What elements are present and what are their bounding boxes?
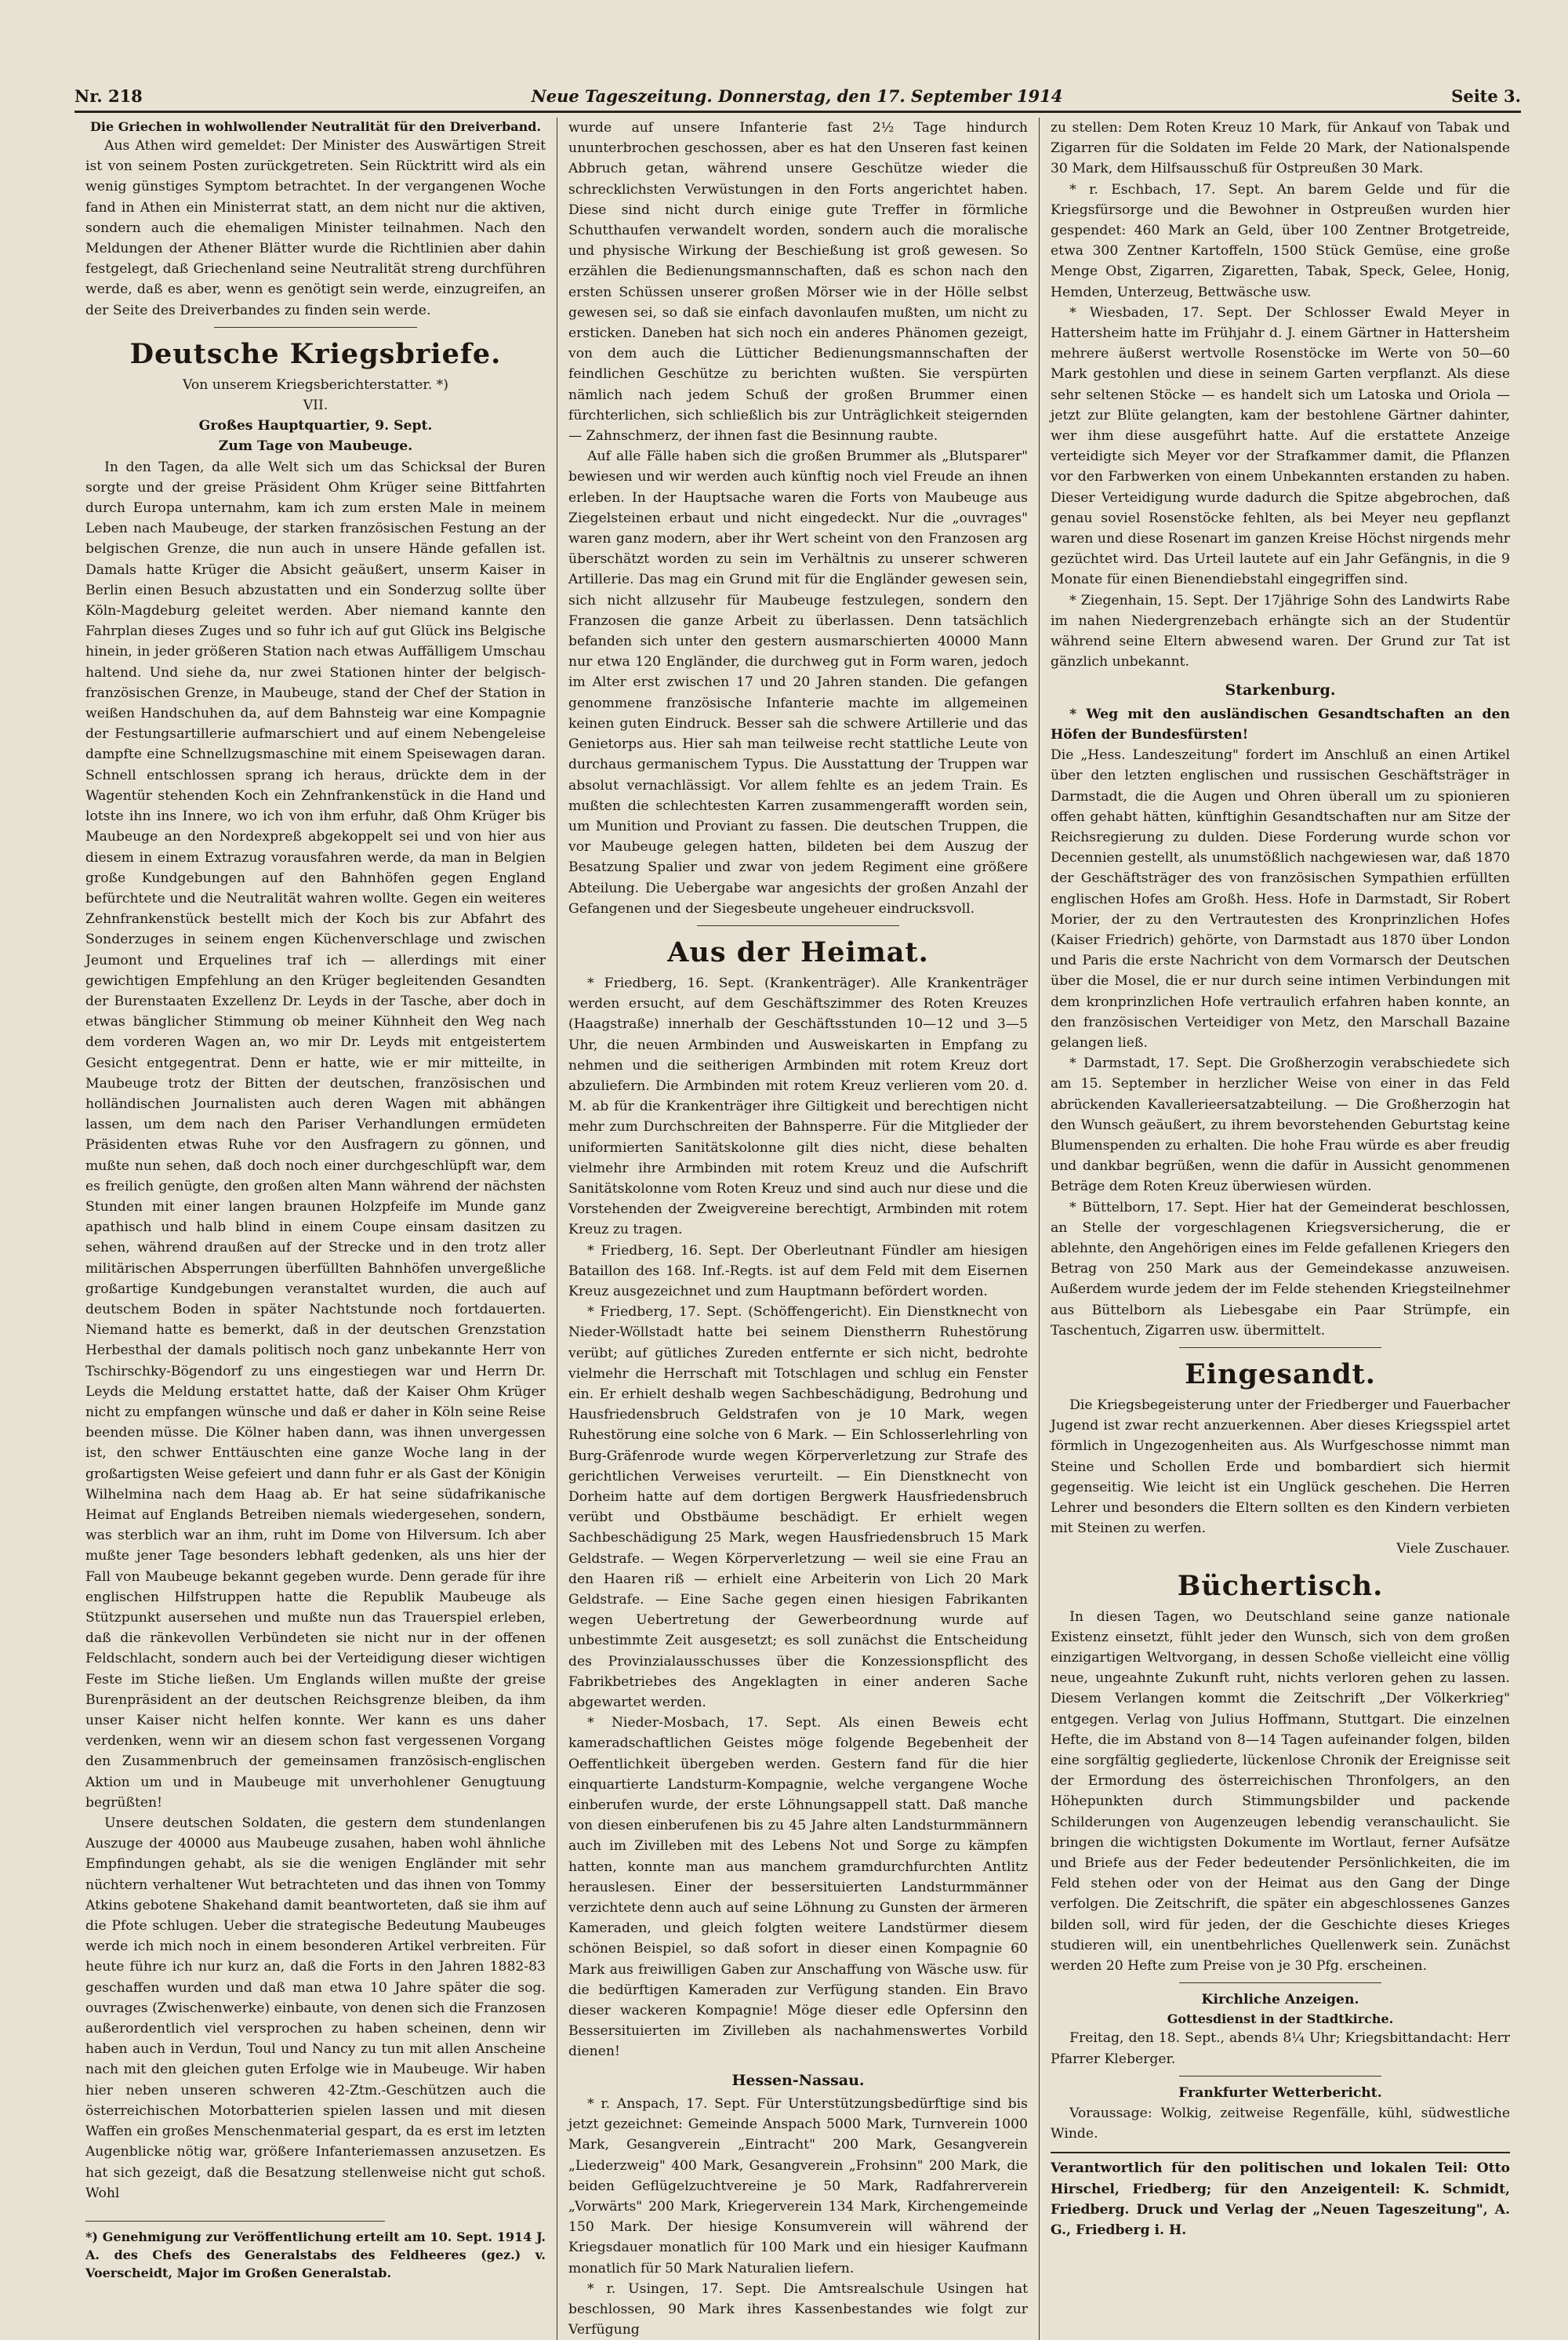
kriegsbriefe-dateline: Großes Hauptquartier, 9. Sept. — [198, 418, 433, 434]
eingesandt-signature: Viele Zuschauer. — [1396, 1541, 1510, 1557]
kriegsbriefe-title: Deutsche Kriegsbriefe. — [129, 337, 502, 370]
page-number: Seite 3. — [1451, 86, 1521, 106]
news-friedberg-3: * Friedberg, 17. Sept. (Schöffengericht). Ein Dienstknecht von Nieder-Wöllstadt hatte bei seinem Dienstherrn Ruhestörung verübt; auf gütliches Zureden entfernte er sich nicht, bedrohte vielmehr die Herrschaft mit Totschlagen und schlug ein Fenster ein. Er erhielt deshalb wegen Sachbeschädigung, Bedrohung und Hausfriedensbruch Geldstrafen von je 10 Mark, wegen Ruhestörung eine solche von 6 Mark. — Ein Schlosserlehrling von Burg-Gräfenrode wurde wegen Körperverletzung zur Strafe des gerichtlichen Verweises verurteilt. — Ein Dienstknecht von Dorheim hatte auf dem dortigen Bergwerk Hausfriedensbruch verübt und Obstbäume beschädigt. Er erhielt wegen Sachbeschädigung 25 Mark, wegen Hausfriedensbruch 15 Mark Geldstrafe. — Wegen Körperverletzung — weil sie eine Frau an den Haaren riß — erhielt eine Arbeiterin von Lich 20 Mark Geldstrafe. — Eine Sache gegen einen hiesigen Fabrikanten wegen Uebertretung der Gewerbeordnung wurde auf unbestimmte Zeit ausgesetzt; es soll zunächst die Entscheidung des Provinzialausschusses über die Konzessionspflicht des Fabrikbetriebes des Angeklagten in einer anderen Sache abgewartet werden. — [568, 1304, 1028, 1711]
kriegsbriefe-number: VII. — [303, 398, 328, 414]
news-darmstadt-text: Die „Hess. Landeszeitung" fordert im Anschluß an einen Artikel über den letzten englischen und russischen Geschäftsträger in Darmstadt, die die Augen und Ohren überall um zu spionieren offen gehabt hätten, künftighin Gesandtschaften nur am Sitze der Reichsregierung zu dulden. Diese Forderung wurde schon vor Decennien gestellt, als unumstößlich nachgewiesen war, daß 1870 der Geschäftsträger des von französischen Sympathien erfüllten englischen Hofes am Großh. Hess. Hofe in Darmstadt, Sir Robert Morier, der zu den Vertrautesten des Kronprinzlichen Hofes (Kaiser Friedrich) gehörte, von Darmstadt aus 1870 über London und Paris die erste Nachricht von dem Vormarsch der Deutschen über die Mosel, die er nur durch seine intimen Verbindungen mit dem kronprinzlichen Hofe vertraulich erfahren haben konnte, an den französischen Verteidiger von Metz, den Marschall Bazaine gelangen ließ. — [1051, 747, 1510, 1051]
divider — [1179, 2076, 1381, 2077]
news-nieder-mosbach: * Nieder-Mosbach, 17. Sept. Als einen Beweis echt kameradschaftlichen Geistes möge folgende Begebenheit der Oeffentlichkeit übergeben werden. Gestern fand für die hier einquartierte Landsturm-Kompagnie, welche vergangene Woche einberufen wurde, der erste Löhnungsappell statt. Daß manche von diesen einberufenen bis zu 45 Jahre alten Landsturmmännern auch im Zivilleben mit des Lebens Not und Sorge zu kämpfen hatten, konnte man aus manchem gramdurchfurchten Antlitz herauslesen. Einer der bessersituierten Landsturmmänner verzichtete denn auch auf seine Löhnung zu Gunsten der ärmeren Kameraden, und gleich folgten weitere Landstürmer diesem schönen Beispiel, so daß sofort in dieser einen Kompagnie 60 Mark aus freiwilligen Gaben zur Anschaffung von Wäsche usw. für die bedürftigen Kameraden zur Verfügung standen. Ein Bravo dieser wackeren Kompagnie! Möge dieser edle Opfersinn den Bessersituierten im Zivilleben als nachahmenswertes Vorbild dienen! — [568, 1715, 1028, 2060]
divider — [1179, 1347, 1381, 1348]
kriegsbriefe-cont-1: wurde auf unsere Infanterie fast 2½ Tage hindurch ununterbrochen geschossen, aber es hat den Unseren fast keinen Abbruch getan, während unsere Geschütze wieder die schrecklichsten Verwüstungen in den Forts angerichtet haben. Diese sind nicht durch einige gute Treffer in förmliche Schutthaufen verwandelt worden, sondern auch die moralische und physische Wirkung der Beschießung ist groß gewesen. So erzählen die Bedienungsmannschaften, daß es schon nach den ersten Schüssen unserer großen Mörser wie in der Hölle selbst gewesen sei, so daß sie einfach davonlaufen mußten, um nicht zu ersticken. Daneben hat sich noch ein anderes Phänomen gezeigt, von dem auch die Lütticher Bedienungsmannschaften der feindlichen Geschütze zu berichten wußten. Sie verspürten nämlich nach jedem Schuß der großen Brummer einen fürchterlichen, sich schließlich bis zur Unträglichkeit steigernden — Zahnschmerz, der ihnen fast die Besinnung raubte. — [568, 120, 1028, 445]
kriegsbriefe-para-1: In den Tagen, da alle Welt sich um das Schicksal der Buren sorgte und der greise Präsident Ohm Krüger seine Bittfahrten durch Europa unternahm, kam ich zum ersten Male in meinem Leben nach Maubeuge, der starken französischen Festung an der belgischen Grenze, die nun auch in unsere Hände gefallen ist. Damals hatte Krüger die Absicht geäußert, unserm Kaiser in Berlin einen Besuch abzustatten und ein Sonderzug sollte über Köln-Magdeburg geleitet werden. Aber niemand kannte den Fahrplan dieses Zuges und so fuhr ich auf gut Glück ins Belgische hinein, in jeder größeren Station nach etwas Auffälligem Umschau haltend. Und siehe da, nur zwei Stationen hinter der belgisch-französischen Grenze, in Maubeuge, stand der Chef der Station in weißen Handschuhen da, auf dem Bahnsteig war eine Kompagnie der Festungsartillerie aufmarschiert und auf einem Nebengeleise dampfte eine Schnellzugsmaschine mit einem Speisewagen daran. Schnell entschlossen sprang ich heraus, drückte dem in der Wagentür stehenden Koch ein Zehnfrankenstück in die Hand und lotste ihn ins Innere, wo ich von ihm erfuhr, daß Ohm Krüger bis Maubeuge an den Nordexpreß abgekoppelt sei und von hier aus diesem in einem Extrazug vorausfahren werde, da man in Belgien große Kundgebungen auf den Bahnhöfen gegen England befürchtete und die Neutralität wahren wollte. Gegen ein weiteres Zehnfrankenstück bestellt mich der Koch bis zur Abfahrt des Sonderzuges in seinem engen Küchenverschlage und zwischen Jeumont und Erquelines traf ich — allerdings mit einer gewichtigen Empfehlung an den Krüger begleitenden Gesandten der Burenstaaten Exzellenz Dr. Leyds in der Tasche, aber doch in etwas bänglicher Stimmung ob meiner Kühnheit den Weg nach dem vorderen Wagen an, wo mir Dr. Leyds mit entgeistertem Gesicht entgegentrat. Denn er hatte, wie er mir mitteilte, in Maubeuge trotz der Bitten der deutschen, französischen und holländischen Journalisten auch deren Wagen mit abhängen lassen, um dem nach den Pariser Verhandlungen ermüdeten Präsidenten etwas Ruhe vor den Ausfragern zu gönnen, und mußte nun sehen, daß doch noch einer durchgeschlüpft war, dem es freilich genügte, den großen alten Mann während der nächsten Stunden mit einer langen braunen Holzpfeife im Munde ganz apathisch und halb blind in einem Coupe einsam dasitzen zu sehen, während draußen auf der Strecke und in den trotz aller militärischen Absperrungen überfüllten Bahnhöfen unvergeßliche großartige Kundgebungen veranstaltet wurden, die auch auf deutschem Boden in später Nachtstunde noch fortdauerten. Niemand hatte es bemerkt, daß in der deutschen Grenzstation Herbesthal der damals politisch noch ganz unbekannte Herr von Tschirschky-Bögendorf zu uns eingestiegen war und Herrn Dr. Leyds die Meldung erstattet hatte, daß der Kaiser Ohm Krüger nicht zu empfangen wünsche und daß er daher in Köln seine Reise beenden müsse. Die Kölner haben dann, was ihnen unvergessen ist, den schwer Enttäuschten eine ganze Woche lang in der großartigsten Weise gefeiert und dann fuhr er als Gast der Königin Wilhelmina nach dem Haag ab. Er hat seine südafrikanische Heimat auf Englands Betreiben niemals wiedergesehen, sondern, was sterblich war an ihm, ruht im Dome von Hilversum. Ich aber mußte jener Tage besonders lebhaft gedenken, als uns hier der Fall von Maubeuge bekannt gegeben wurde. Denn gerade für ihre englischen Hilfstruppen hatte die Republik Maubeuge als Stützpunkt ausersehen und mußte nun das Trauerspiel erleben, daß die ränkevollen Verbündeten sie nicht nur in der offenen Feldschlacht, sondern auch bei der Verteidigung dieser wichtigen Feste im Stiche ließen. Um Englands willen mußte der greise Burenpräsident an der deutschen Reichsgrenze bleiben, da ihm unser Kaiser nicht helfen konnte. Wer kann es uns daher verdenken, wenn wir an diesem schon fast vergessenen Vorgang den Zusammenbruch der gemeinsamen französisch-englischen Aktion um und in Maubeuge mit unverhohlener Genugtuung begrüßten! — [85, 459, 546, 1811]
eingesandt-text: Die Kriegsbegeisterung unter der Friedberger und Fauerbacher Jugend ist zwar recht anzuerkennen. Aber dieses Kriegsspiel artet förmlich in Ungezogenheiten aus. Als Wurfgeschosse nimmt man Steine und Schollen Erde und bombardiert sich hiermit gegenseitig. Wie leicht ist ein Unglück geschehen. Die Herren Lehrer und besonders die Eltern sollten es den Kindern verbieten mit Steinen zu werfen. — [1051, 1397, 1510, 1537]
footnote-divider — [85, 2221, 385, 2222]
issue-number: Nr. 218 — [74, 86, 143, 106]
news-usingen: * r. Usingen, 17. Sept. Die Amtsrealschule Usingen hat beschlossen, 90 Mark ihres Kassenbestandes wie folgt zur Verfügung — [568, 2280, 1028, 2338]
newspaper-title-date: Neue Tageszeitung. Donnerstag, den 17. September 1914 — [531, 86, 1063, 106]
wetter-title: Frankfurter Wetterbericht. — [1178, 2084, 1382, 2101]
kirchliche-subtitle: Gottesdienst in der Stadtkirche. — [1167, 2011, 1394, 2027]
eingesandt-title: Eingesandt. — [1185, 1357, 1376, 1390]
greek-article: Aus Athen wird gemeldet: Der Minister des Auswärtigen Streit ist von seinem Posten zurückgetreten. Sein Rücktritt wird als ein wenig günstiges Symptom betrachtet. In der vergangenen Woche fand in Athen ein Ministerrat statt, an dem nicht nur die aktiven, sondern auch die ehemaligen Minister teilnahmen. Nach den Meldungen der Athener Blätter wurde die Richtlinien aber dahin festgelegt, daß Griechenland seine Neutralität streng durchführen werde, daß es aber, wenn es genötigt sein werde, einzugreifen, an der Seite des Dreiverbandes zu finden sein werde. — [85, 138, 546, 318]
section-hessen-nassau: Hessen-Nassau. — [731, 2071, 865, 2089]
kirchliche-title: Kirchliche Anzeigen. — [1201, 1992, 1359, 2008]
divider — [214, 327, 416, 328]
buechertisch-title: Büchertisch. — [1177, 1569, 1384, 1602]
news-buettelborn: * Büttelborn, 17. Sept. Hier hat der Gemeinderat beschlossen, an Stelle der vorgeschlagenen Kriegsversicherung, die er ablehnte, den Angehörigen eines im Felde gefallenen Kriegers den Betrag von 250 Mark aus der Gemeindekasse anzuweisen. Außerdem wurde jedem der im Felde stehenden Kriegsteilnehmer aus Büttelborn als Liebesgabe ein Paar Strümpfe, ein Taschentuch, Zigarren usw. übermittelt. — [1051, 1199, 1510, 1339]
news-friedberg-1: * Friedberg, 16. Sept. (Krankenträger). Alle Krankenträger werden ersucht, auf dem Geschäftszimmer des Roten Kreuzes (Haagstraße) innerhalb der Geschäftsstunden 10—12 und 3—5 Uhr, die neuen Armbinden und Ausweiskarten in Empfang zu nehmen und die seitherigen Armbinden mit rotem Kreuz dort abzuliefern. Die Armbinden mit rotem Kreuz verlieren vom 20. d. M. ab für die Krankenträger ihre Giltigkeit und berechtigen nicht mehr zum Durchschreiten der Bahnsperre. Für die Mitglieder der uniformierten Sanitätskolonne gilt dies nicht, diese behalten vielmehr ihre Armbinden mit rotem Kreuz und die Aufschrift Sanitätskolonne vom Roten Kreuz und sind auch nur diese und die Vorstehenden der Zweigvereine berechtigt, Armbinden mit rotem Kreuz zu tragen. — [568, 975, 1028, 1238]
imprint-divider — [1051, 2152, 1510, 2158]
kriegsbriefe-topic: Zum Tage von Maubeuge. — [218, 438, 413, 455]
column-1 — [74, 118, 557, 2340]
kirchliche-text: Freitag, den 18. Sept., abends 8¼ Uhr; Kriegsbittandacht: Herr Pfarrer Kleberger. — [1051, 2030, 1510, 2067]
news-friedberg-2: * Friedberg, 16. Sept. Der Oberleutnant Fündler am hiesigen Bataillon des 168. Inf.-Regts. ist auf dem Feld mit dem Eisernen Kreuz ausgezeichnet und zum Hauptmann befördert worden. — [568, 1242, 1028, 1299]
news-anspach: * r. Anspach, 17. Sept. Für Unterstützungsbedürftige sind bis jetzt gezeichnet: Gemeinde Anspach 5000 Mark, Turnverein 1000 Mark, Gesangverein „Eintracht" 200 Mark, Gesangverein „Liederzweig" 400 Mark, Gesangverein „Frohsinn" 200 Mark, die beiden Geflügelzuchtvereine je 50 Mark, Radfahrerverein „Vorwärts" 200 Mark, Kriegerverein 134 Mark, Kirchengemeinde 150 Mark. Der hiesige Konsumverein will während der Kriegsdauer monatlich für 100 Mark und ein hiesiger Kaufmann monatlich für 50 Mark Naturalien liefern. — [568, 2095, 1028, 2276]
news-darmstadt-2: * Darmstadt, 17. Sept. Die Großherzogin verabschiedete sich am 15. September in herzlicher Weise von einer in das Feld abrückenden Kavallerieersatzabteilung. — Die Großherzogin hat den Wunsch geäußert, zu ihrem bevorstehenden Geburtstag keine Blumenspenden zu erhalten. Die hohe Frau würde es aber freudig und dankbar begrüßen, wenn die dafür in Aussicht genommenen Beträge dem Roten Kreuz überwiesen würden. — [1051, 1056, 1510, 1195]
kriegsbriefe-para-2: Unsere deutschen Soldaten, die gestern dem stundenlangen Auszuge der 40000 aus Maubeuge zusahen, haben wohl ähnliche Empfindungen gehabt, als sie die wenigen Engländer mit sehr nüchtern verhaltener Wut betrachteten und das ihnen von Tommy Atkins gebotene Shakehand damit beantworteten, daß sie ihm auf die Pfote schlugen. Ueber die strategische Bedeutung Maubeuges werde ich mich noch in einem besonderen Artikel verbreiten. Für heute führe ich nur kurz an, daß die Forts in den Jahren 1882-83 geschaffen wurden und daß man etwa 10 Jahre später die sog. ouvrages (Zwischenwerke) einbaute, von denen sich die Franzosen außerordentlich viel versprochen zu haben scheinen, denn wir haben auch in Verdun, Toul und Nancy zu tun mit allen Anscheine nach mit den gleichen guten Erfolge wie in Maubeuge. Wir haben hier neben unseren schweren 42-Ztm.-Geschützen auch die österreichischen Motorbatterien spielen lassen und mit diesen Waffen ein großes Menschenmaterial gespart, da es erst im letzten Augenblicke nötig war, größere Infanteriemassen anzusetzen. Es hat sich gezeigt, daß die Besatzung stellenweise nicht gut schoß. Wohl — [85, 1815, 546, 2201]
divider — [1179, 1982, 1381, 1983]
column-2 — [557, 118, 1039, 2340]
column-3 — [1039, 118, 1521, 2340]
greek-heading: Die Griechen in wohlwollender Neutralität für den Dreiverband. — [89, 119, 542, 134]
news-wiesbaden: * Wiesbaden, 17. Sept. Der Schlosser Ewald Meyer in Hattersheim hatte im Frühjahr d. J. einem Gärtner in Hattersheim mehrere äußerst wertvolle Rosenstöcke im Werte von 50—60 Mark gestohlen und diese in seinem Garten verpflanzt. Als diese sehr seltenen Stöcke — es handelt sich um Latoska und Oriola — jetzt zur Blüte gelangten, kam der bestohlene Gärtner dahinter, wer ihm diese ausgeführt hatte. Auf die erstattete Anzeige verteidigte sich Meyer vor der Strafkammer damit, die Pflanzen vor den Farbwerken von einem Unbekannten erstanden zu haben. Dieser Verteidigung wurde dadurch die Spitze abgebrochen, daß genau soviel Rosenstöcke fehlten, als bei Meyer neu gepflanzt waren und diese Rosenart im ganzen Kreise Höchst nirgends mehr gezüchtet wird. Das Urteil lautete auf ein Jahr Gefängnis, in die 9 Monate für einen Bienendiebstahl eingegriffen sind. — [1051, 304, 1510, 588]
news-ziegenhain: * Ziegenhain, 15. Sept. Der 17jährige Sohn des Landwirts Rabe im nahen Niedergrenzebach erhängte sich an der Studentür während seine Eltern abwesend waren. Der Grund zur Tat ist gänzlich unbekannt. — [1051, 592, 1510, 670]
news-usingen-cont: zu stellen: Dem Roten Kreuz 10 Mark, für Ankauf von Tabak und Zigarren für die Soldaten im Felde 20 Mark, der Nationalspende 30 Mark, dem Hilfsausschuß für Ostpreußen 30 Mark. — [1051, 120, 1510, 177]
section-starkenburg: Starkenburg. — [1225, 681, 1336, 699]
buechertisch-text: In diesen Tagen, wo Deutschland seine ganze nationale Existenz einsetzt, fühlt jeder den Wunsch, sich von dem großen einzigartigen Weltvorgang, in dessen Schoße vielleicht eine völlig neue, ungeahnte Zukunft ruht, nichts verloren gehen zu lassen. Diesem Verlangen kommt die Zeitschrift „Der Völkerkrieg" entgegen. Verlag von Julius Hoffmann, Stuttgart. Die einzelnen Hefte, die im Abstand von 8—14 Tagen aufeinander folgen, bilden eine sorgfältig gegliederte, lückenlose Chronik der Ereignisse seit der Ermordung des österreichischen Thronfolgers, an den Höhepunkten durch Stimmungsbilder und packende Schilderungen von Augenzeugen lebendig veranschaulicht. Sie bringen die wichtigsten Dokumente im Wortlaut, ferner Aufsätze und Briefe aus der Feder bedeutender Persönlichkeiten, die im Feld stehen oder von der Heimat aus den Gang der Dinge verfolgen. Die Zeitschrift, die später ein abgeschlossenes Ganzes bilden soll, wird für jeden, der die Geschichte dieses Krieges studieren will, ein unentbehrliches Quellenwerk sein. Zunächst werden 20 Hefte zum Preise von je 30 Pfg. erscheinen. — [1051, 1608, 1510, 1975]
kriegsbriefe-cont-2: Auf alle Fälle haben sich die großen Brummer als „Blutsparer" bewiesen und wir werden auch künftig noch viel Freude an ihnen erleben. In der Hauptsache waren die Forts von Maubeuge aus Ziegelsteinen erbaut und nicht eingedeckt. Nur die „ouvrages" waren ganz modern, aber ihr Wert scheint von den Franzosen arg überschätzt worden zu sein im Verhältnis zu unserer schweren Artillerie. Das mag ein Grund mit für die Engländer gewesen sein, sich nicht allzusehr für Maubeuge festzulegen, sondern den Franzosen die ganze Arbeit zu überlassen. Denn tatsächlich befanden sich unter den gestern ausmarschierten 40000 Mann nur etwa 120 Engländer, die durchweg gut in Form waren, jedoch im Alter erst zwischen 17 und 20 Jahren standen. Die gefangen genommene französische Infanterie machte im allgemeinen keinen guten Eindruck. Besser sah die schwere Artillerie und das Genietorps aus. Hier sah man teilweise recht stattliche Leute von durchaus germanischem Typus. Die Ausstattung der Truppen war absolut vernachlässigt. Vor allem fehlte es an jedem Train. Es mußten die schlechtesten Karren zusammengerafft worden sein, um Munition und Proviant zu fassen. Die deutschen Truppen, die vor Maubeuge gelegen hatten, bildeten bei dem Auszug der Besatzung Spalier und zwar von jedem Regiment eine größere Abteilung. Die Uebergabe war angesichts der großen Anzahl der Gefangenen und der Siegesbeute ungeheuer eindrucksvoll. — [568, 449, 1028, 917]
footnote: *) Genehmigung zur Veröffentlichung erteilt am 10. Sept. 1914 J. A. des Chefs des Generalstabs des Feldheeres (gez.) v. Voerscheidt, Major im Großen Generalstab. — [85, 2229, 546, 2280]
news-eschbach: * r. Eschbach, 17. Sept. An barem Gelde und für die Kriegsfürsorge und die Bewohner in Ostpreußen wurden hier gespendet: 460 Mark an Geld, über 100 Zentner Brotgetreide, etwa 300 Zentner Kartoffeln, 1500 Stück Gemüse, eine große Menge Obst, Zigarren, Zigaretten, Tabak, Speck, Gelee, Honig, Hemden, Unterzeug, Bettwäsche usw. — [1051, 181, 1510, 300]
kriegsbriefe-subtitle: Von unserem Kriegsberichterstatter. *) — [183, 376, 448, 393]
masthead — [74, 86, 1521, 113]
columns — [74, 118, 1521, 2338]
news-darmstadt-heading: * Weg mit den ausländischen Gesandtschaften an den Höfen der Bundesfürsten! — [1051, 706, 1510, 743]
divider — [697, 925, 899, 926]
heimat-title: Aus der Heimat. — [667, 936, 929, 968]
imprint: Verantwortlich für den politischen und lokalen Teil: Otto Hirschel, Friedberg; für den Anzeigenteil: K. Schmidt, Friedberg. Druck und Verlag der „Neuen Tageszeitung", A. G., Friedberg i. H. — [1051, 2160, 1510, 2239]
wetter-text: Voraussage: Wolkig, zeitweise Regenfälle, kühl, südwestliche Winde. — [1051, 2106, 1510, 2142]
